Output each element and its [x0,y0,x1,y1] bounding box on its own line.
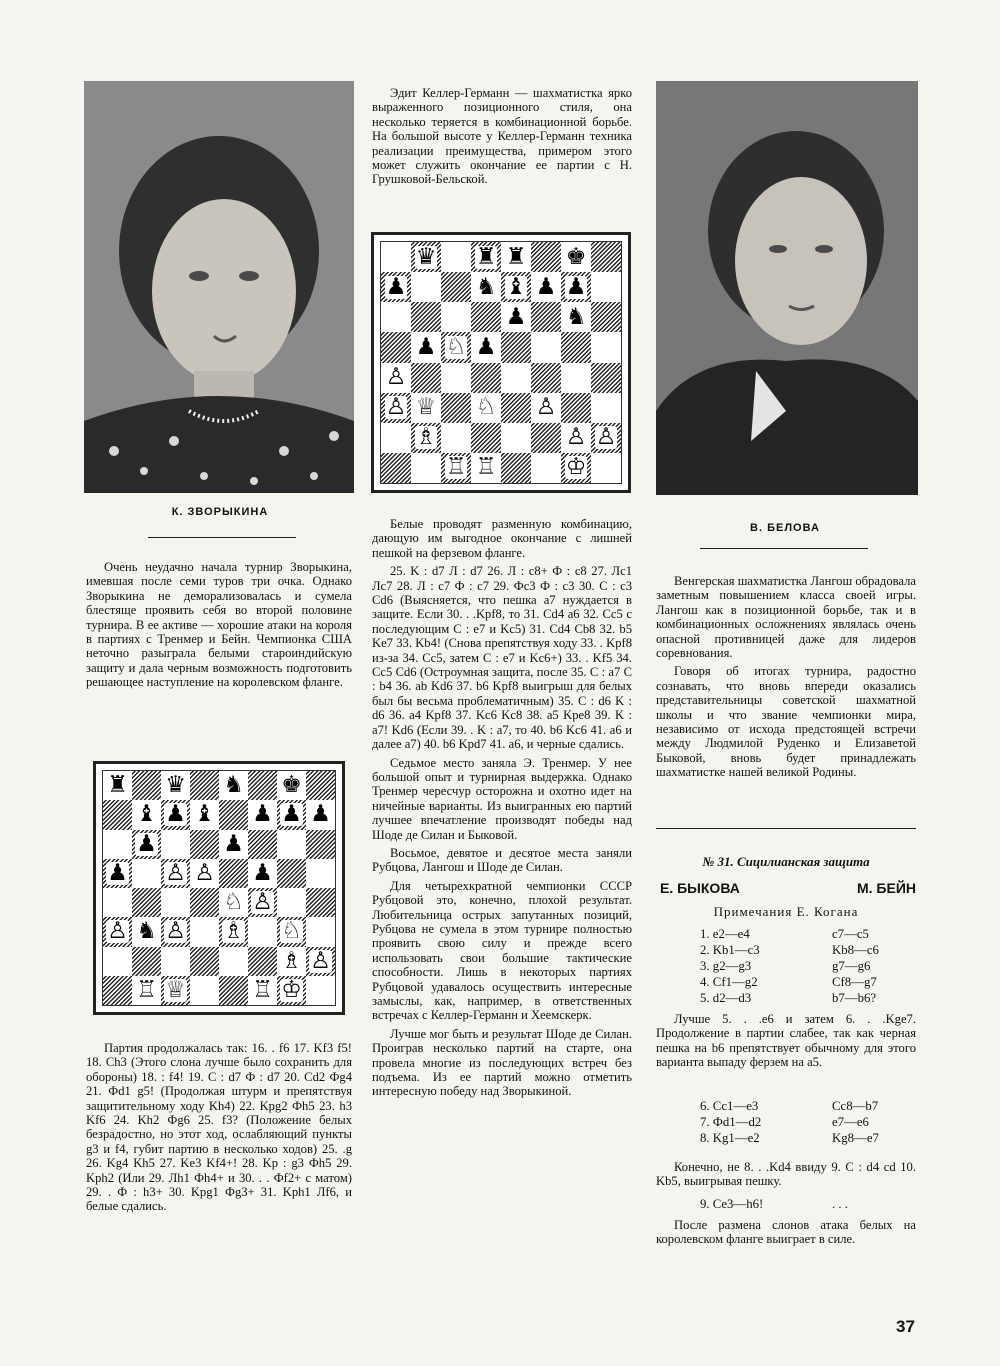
chess-piece-icon: ♖ [475,454,497,481]
board-square [441,393,471,423]
board-square [103,859,132,888]
moves-list-2 [700,1098,910,1146]
board-square [306,917,335,946]
board-square [561,272,591,302]
board-square [411,302,441,332]
board-square [248,771,277,800]
board-square [190,859,219,888]
chess-piece-icon: ♞ [136,918,157,945]
board-square [471,302,501,332]
paragraph: Восьмое, девятое и десятое места заняли Рубцова, Лангош и Шоде де Силан. [372,845,632,875]
board-square [103,800,132,829]
board-square [161,800,190,829]
paragraph: После размена слонов атака белых на королевском фланге выиграет в силе. [656,1218,916,1247]
chess-piece-icon: ♟ [136,830,157,857]
annotator: Примечания Е. Когана [713,904,859,919]
board-square [471,363,501,393]
board-square [277,859,306,888]
note-2 [656,1160,916,1189]
photo-belova [656,81,918,495]
board-square [306,859,335,888]
chess-piece-icon: ♟ [475,333,497,360]
photo-zvorykina [84,81,354,493]
mid-column-intro [372,86,632,187]
board-square [277,917,306,946]
board-square [190,800,219,829]
black-player: М. БЕЙН [856,880,916,896]
move-9 [700,1196,910,1212]
chess-piece-icon: ♟ [252,859,273,886]
board-square [591,423,621,453]
chess-piece-icon: ♗ [281,947,302,974]
board-square [219,830,248,859]
board-square [277,976,306,1005]
board-square [591,272,621,302]
board-square [531,363,561,393]
chess-piece-icon: ♙ [595,424,617,451]
chess-piece-icon: ♟ [385,273,407,300]
board-square [161,830,190,859]
board-square [381,363,411,393]
board-square [190,947,219,976]
board-square [248,947,277,976]
board-square [248,800,277,829]
board-square [190,888,219,917]
chess-piece-icon: ♙ [165,859,186,886]
chess-piece-icon: ♜ [475,243,497,270]
move-row: 6. Cc1—e3 Cc8—b7 [700,1099,879,1113]
divider [656,828,916,829]
chess-piece-icon: ♘ [281,918,302,945]
board-square [132,830,161,859]
chess-piece-icon: ♟ [165,801,186,828]
board-square [531,242,561,272]
board-square [277,800,306,829]
left-column-game [86,1041,352,1214]
board-square [471,242,501,272]
board-square [306,947,335,976]
board-square [561,242,591,272]
board-square [561,423,591,453]
move-row: 7. Фd1—d2 e7—e6 [700,1115,869,1129]
board-square [381,332,411,362]
move-row: 1. e2—e4 c7—c5 [700,927,869,941]
paragraph: Говоря об итогах турнира, радостно сознавать, что вновь впереди оказались представительницы советской шахматной школы и что звание чемпионки мира, независимо от исхода предстоящей встречи между Людмилой Руденко и Елизаветой Быковой, вновь будет принадлежать шахматистке нашей великой Родины. [656,664,916,780]
mid-column-body [372,517,632,1099]
board-square [381,423,411,453]
board-square [190,976,219,1005]
chess-piece-icon: ♙ [165,918,186,945]
board-square [103,917,132,946]
board-square [561,302,591,332]
board-square [161,888,190,917]
board-square [219,800,248,829]
board-square [531,393,561,423]
board-square [441,332,471,362]
board-square [132,917,161,946]
board-square [411,453,441,483]
chess-piece-icon: ♕ [415,394,437,421]
board-square [441,453,471,483]
chess-piece-icon: ♘ [445,333,467,360]
board-square [411,272,441,302]
board-square [501,453,531,483]
board-square [501,332,531,362]
move-row: 5. d2—d3 b7—b6? [700,991,877,1005]
chess-piece-icon: ♜ [107,772,128,799]
portrait-zvorykina [84,81,354,493]
board-square [190,917,219,946]
board-square [103,771,132,800]
chess-piece-icon: ♟ [252,801,273,828]
board-grid [380,241,622,484]
chess-piece-icon: ♚ [565,243,587,270]
board-square [531,453,561,483]
board-square [161,947,190,976]
right-column-body [656,574,916,780]
chess-piece-icon: ♟ [415,333,437,360]
chess-piece-icon: ♖ [136,976,157,1003]
chess-piece-icon: ♟ [565,273,587,300]
board-square [531,332,561,362]
board-square [381,393,411,423]
board-square [161,771,190,800]
chess-piece-icon: ♝ [194,801,215,828]
board-square [132,888,161,917]
board-square [381,453,411,483]
board-square [103,947,132,976]
board-square [190,771,219,800]
paragraph: Для четырехкратной чемпионки СССР Рубцовой это, конечно, плохой результат. Любительница острых запутанных позиций, Рубцова не сумела в этом турнире полностью проявить свою силу и прежде всего использовать свои большие тактические способности. Лишь в некоторых партиях Рубцовой удавалось осуществить интересные замыслы, как, например, в ответственных встречах с Келлер-Германн и Хеемскерк. [372,878,632,1023]
board-square [591,242,621,272]
board-square [248,917,277,946]
chess-diagram-mid [371,232,631,493]
board-square [471,453,501,483]
white-player: Е. БЫКОВА [660,880,740,896]
chess-piece-icon: ♙ [535,394,557,421]
board-square [132,771,161,800]
chess-piece-icon: ♟ [535,273,557,300]
chess-piece-icon: ♟ [107,859,128,886]
caption-zvorykina: К. ЗВОРЫКИНА [171,506,269,518]
board-square [441,423,471,453]
board-square [161,859,190,888]
board-square [591,453,621,483]
board-square [306,830,335,859]
board-square [411,363,441,393]
board-square [277,771,306,800]
board-square [381,242,411,272]
chess-piece-icon: ♛ [415,243,437,270]
chess-piece-icon: ♔ [565,454,587,481]
board-square [277,888,306,917]
board-square [219,888,248,917]
board-square [501,423,531,453]
chess-piece-icon: ♞ [565,303,587,330]
board-square [381,302,411,332]
players-line [660,880,916,896]
caption-belova: В. БЕЛОВА [750,522,820,534]
board-square [381,272,411,302]
board-square [531,423,561,453]
move-row: 3. g2—g3 g7—g6 [700,959,871,973]
board-square [219,771,248,800]
board-square [306,771,335,800]
board-square [471,423,501,453]
board-square [501,393,531,423]
board-square [501,302,531,332]
board-square [561,363,591,393]
board-square [219,917,248,946]
board-square [441,302,471,332]
board-square [306,888,335,917]
paragraph: Партия продолжалась так: 16. . f6 17. Kf3 f5! 18. Ch3 (Этого слона лучше было сохранить для обороны) 18. : f4! 19. C : d7 Ф : d7 20. Cd2 Фg4 21. Фd1 g5! (Продолжая штурм и препятствуя защитительному ходу Kh4) 22. Kpg2 Фh5 23. h3 Kf6 24. Kh2 Фg6 25. f3? (Положение белых безрадостно, но этот ход, ослабляющий пункты g3 и f4, губит партию в несколько ходов) 25. .g 26. Kg4 Kh5 27. Ke3 Kf4+! 28. Kp : g3 Фh5 29. Kph2 (Или 29. Лh1 Фh4+ и 30. . . Фf2+ с матом) 29. . Ф : h3+ 30. Kpg1 Фg3+ 31. Kph1 Лf6, и белые сдались. [86,1041,352,1214]
left-column-intro [86,560,352,690]
board-square [248,976,277,1005]
chess-piece-icon: ♙ [565,424,587,451]
board-square [132,947,161,976]
board-square [161,917,190,946]
board-square [190,830,219,859]
game-heading: № 31. Сицилианская защита [702,854,870,869]
board-square [501,272,531,302]
paragraph: Венгерская шахматистка Лангош обрадовала заметным повышением класса своей игры. Лангош как в позиционной борьбе, так и в комбинационных осложнениях являлась очень опасной противницей даже для лидеров соревнования. [656,574,916,661]
chess-piece-icon: ♕ [165,976,186,1003]
chess-piece-icon: ♙ [252,889,273,916]
chess-piece-icon: ♝ [136,801,157,828]
board-square [277,830,306,859]
board-square [277,947,306,976]
paragraph: 25. K : d7 Л : d7 26. Л : c8+ Ф : c8 27. Лc1 Лc7 28. Л : c7 Ф : c7 29. Фc3 Ф : c3 30. C : c3 Cd6 (Выясняется, что пешка a7 нуждается в защите. Если 30. . .Kpf8, то 31. Cd4 a6 32. Cc5 с последующим C : e7 и Kc5) 31. Cd4 Cb8 32. b5 Ke7 33. Kb4! (Снова препятствуя ходу 33. . Kpf8 из-за 34. Cc5, затем C : e7 и Kc6+) 33. . Kf5 34. Cc5 Cd6 (Остроумная защита, после 35. C : a7 C : b4 36. ab Kd6 37. b6 Kpf8 выигрыш для белых был бы весьма проблематичным) 35. C : d6 K : d6 36. a4 Kpf8 37. Kc6 Kc8 38. a5 Kpe8 39. K : a7! Kd6 (Если 39. . K : a7, то 40. b6 Kc6 41. a6 и далее a7) 40. b6 Kpd7 41. a6, и черные сдались. [372,564,632,752]
paragraph: Лучше 5. . .e6 и затем 6. . .Kge7. Продолжение в партии слабее, так как черная пешка на b6 препятствует обычному для этого варианта выпаду ферзем на a5. [656,1012,916,1070]
board-square [501,242,531,272]
chess-piece-icon: ♙ [194,859,215,886]
chess-piece-icon: ♘ [223,889,244,916]
board-square [103,888,132,917]
board-square [591,302,621,332]
board-square [441,242,471,272]
chess-piece-icon: ♖ [445,454,467,481]
paragraph: Эдит Келлер-Германн — шахматистка ярко выраженного позиционного стиля, она несколько теряется в комбинационной борьбе. На большой высоте у Келлер-Германн техника реализации преимущества, примером этого может служить окончание ее партии с Н. Грушковой-Бельской. [372,86,632,187]
board-square [561,332,591,362]
paragraph: Седьмое место заняла Э. Тренмер. У нее большой опыт и турнирная выдержка. Однако Тренмер чересчур осторожна и охотно идет на ничейные варианты. Из выигранных ею партий лучшее впечатление производят победы над Шоде де Силан и Быковой. [372,755,632,842]
board-square [248,888,277,917]
board-square [531,302,561,332]
chess-piece-icon: ♟ [281,801,302,828]
board-square [132,800,161,829]
chess-piece-icon: ♜ [505,243,527,270]
chess-piece-icon: ♞ [475,273,497,300]
board-square [591,393,621,423]
chess-piece-icon: ♟ [310,801,331,828]
chess-diagram-left [93,761,345,1015]
move-row: 4. Cf1—g2 Cf8—g7 [700,975,877,989]
board-square [132,976,161,1005]
board-square [411,242,441,272]
chess-piece-icon: ♚ [281,772,302,799]
board-square [561,453,591,483]
board-square [471,332,501,362]
board-square [591,363,621,393]
board-square [561,393,591,423]
portrait-belova [656,81,918,495]
board-grid [102,770,336,1006]
chess-piece-icon: ♖ [252,976,273,1003]
board-square [219,947,248,976]
board-square [306,976,335,1005]
board-square [591,332,621,362]
board-square [103,976,132,1005]
move-row: 2. Kb1—c3 Kb8—c6 [700,943,879,957]
board-square [471,393,501,423]
move-row: 9. Ce3—h6! . . . [700,1197,848,1211]
board-square [531,272,561,302]
board-square [441,363,471,393]
note-1 [656,1012,916,1070]
board-square [248,830,277,859]
chess-piece-icon: ♗ [415,424,437,451]
paragraph: Очень неудачно начала турнир Зворыкина, имевшая после семи туров три очка. Однако Зворыкина не деморализовалась и сумела блестяще проявить себя во второй половине турнира. В ее активе — хорошие атаки на короля в партиях с Тренмер и Бейн. Чемпионка США неточно разыграла белыми староиндийскую защиту и дала черным возможность подготовить решающее наступление на королевском фланге. [86,560,352,690]
board-square [219,976,248,1005]
note-3 [656,1218,916,1247]
chess-piece-icon: ♞ [223,772,244,799]
paragraph: Лучше мог быть и результат Шоде де Силан. Проиграв несколько партий на старте, она провела многие из последующих встреч без подъема. Из ее партий можно отметить интересную победу над Зворыкиной. [372,1026,632,1099]
chess-piece-icon: ♙ [385,394,407,421]
board-square [132,859,161,888]
board-square [219,859,248,888]
chess-piece-icon: ♗ [223,918,244,945]
paragraph: Конечно, не 8. . .Kd4 ввиду 9. C : d4 cd 10. Kb5, выигрывая пешку. [656,1160,916,1189]
chess-piece-icon: ♘ [475,394,497,421]
chess-piece-icon: ♟ [505,303,527,330]
chess-piece-icon: ♙ [310,947,331,974]
board-square [411,423,441,453]
page-number: 37 [896,1317,915,1336]
board-square [471,272,501,302]
board-square [103,830,132,859]
board-square [501,363,531,393]
board-square [411,332,441,362]
chess-piece-icon: ♙ [107,918,128,945]
divider [700,548,868,549]
move-row: 8. Kg1—e2 Kg8—e7 [700,1131,879,1145]
paragraph: Белые проводят разменную комбинацию, дающую им выгодное окончание с лишней пешкой на ферзевом фланге. [372,517,632,560]
moves-list-1 [700,926,910,1006]
chess-piece-icon: ♟ [223,830,244,857]
board-square [411,393,441,423]
chess-piece-icon: ♝ [505,273,527,300]
board-square [441,272,471,302]
chess-piece-icon: ♔ [281,976,302,1003]
chess-piece-icon: ♛ [165,772,186,799]
chess-piece-icon: ♙ [385,364,407,391]
board-square [306,800,335,829]
board-square [248,859,277,888]
divider [148,537,296,538]
board-square [161,976,190,1005]
